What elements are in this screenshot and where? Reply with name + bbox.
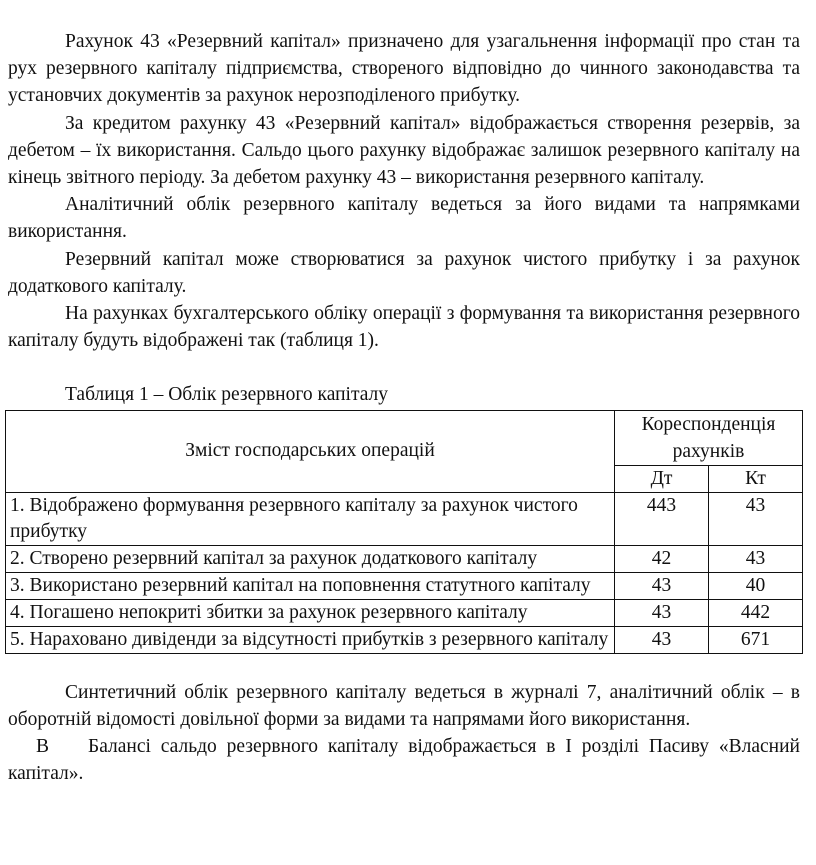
- debit-cell: 43: [615, 626, 709, 653]
- credit-cell: 43: [708, 492, 802, 545]
- table-row: [6, 492, 803, 545]
- debit-cell: 43: [615, 599, 709, 626]
- paragraph-credit-debit: За кредитом рахунку 43 «Резервний капітал» відображається створення резервів, за дебетом – їх використання. Сальдо цього рахунку відображає залишок резервного капіталу на кінець звітного періоду. За дебетом рахунку 43 – використання резервного капіталу.: [8, 112, 800, 189]
- paragraph-sources: Резервний капітал може створюватися за рахунок чистого прибутку і за рахунок додаткового капіталу.: [8, 248, 800, 297]
- paragraph-balance-sheet: [8, 733, 800, 787]
- operation-cell: 2. Створено резервний капітал за рахунок додаткового капіталу: [6, 545, 615, 572]
- paragraph-synthetic-accounting: Синтетичний облік резервного капіталу ведеться в журналі 7, аналітичний облік – в оборотній відомості довільної форми за видами та напрямами його використання.: [8, 681, 800, 730]
- table-row: [6, 545, 803, 572]
- debit-cell: 43: [615, 572, 709, 599]
- balance-prefix: В: [36, 736, 50, 758]
- operation-cell: 1. Відображено формування резервного капіталу за рахунок чистого прибутку: [6, 492, 615, 545]
- credit-cell: 442: [708, 599, 802, 626]
- paragraph-account-43: Рахунок 43 «Резервний капітал» призначено для узагальнення інформації про стан та рух резервного капіталу підприємства, створеного відповідно до чинного законодавства та установчих документів за рахунок нерозподіленого прибутку.: [8, 31, 800, 107]
- header-correspondence: Кореспонденція рахунків: [615, 410, 803, 465]
- debit-cell: 443: [615, 492, 709, 545]
- credit-cell: 671: [708, 626, 802, 653]
- credit-cell: 43: [708, 545, 802, 572]
- table-row: [6, 626, 803, 653]
- table-header-row: [6, 410, 803, 465]
- operation-cell: 4. Погашено непокриті збитки за рахунок резервного капіталу: [6, 599, 615, 626]
- balance-text: Балансі сальдо резервного капіталу відображається в І розділі Пасиву «Власний капітал».: [8, 736, 800, 785]
- header-kt: Кт: [708, 465, 802, 492]
- reserve-capital-table: [5, 410, 803, 654]
- paragraph-analytical: Аналітичний облік резервного капіталу ведеться за його видами та напрямками використання.: [8, 194, 800, 243]
- operation-cell: 3. Використано резервний капітал на поповнення статутного капіталу: [6, 572, 615, 599]
- operation-cell: 5. Нараховано дивіденди за відсутності прибутків з резервного капіталу: [6, 626, 615, 653]
- paragraph-table-intro: На рахунках бухгалтерського обліку операції з формування та використання резервного капіталу будуть відображені так (таблиця 1).: [8, 303, 800, 352]
- table-row: [6, 572, 803, 599]
- table-caption: Таблиця 1 – Облік резервного капіталу: [65, 384, 389, 406]
- header-operations: Зміст господарських операцій: [6, 410, 615, 492]
- header-dt: Дт: [615, 465, 709, 492]
- debit-cell: 42: [615, 545, 709, 572]
- table-row: [6, 599, 803, 626]
- credit-cell: 40: [708, 572, 802, 599]
- document-page: [8, 28, 800, 787]
